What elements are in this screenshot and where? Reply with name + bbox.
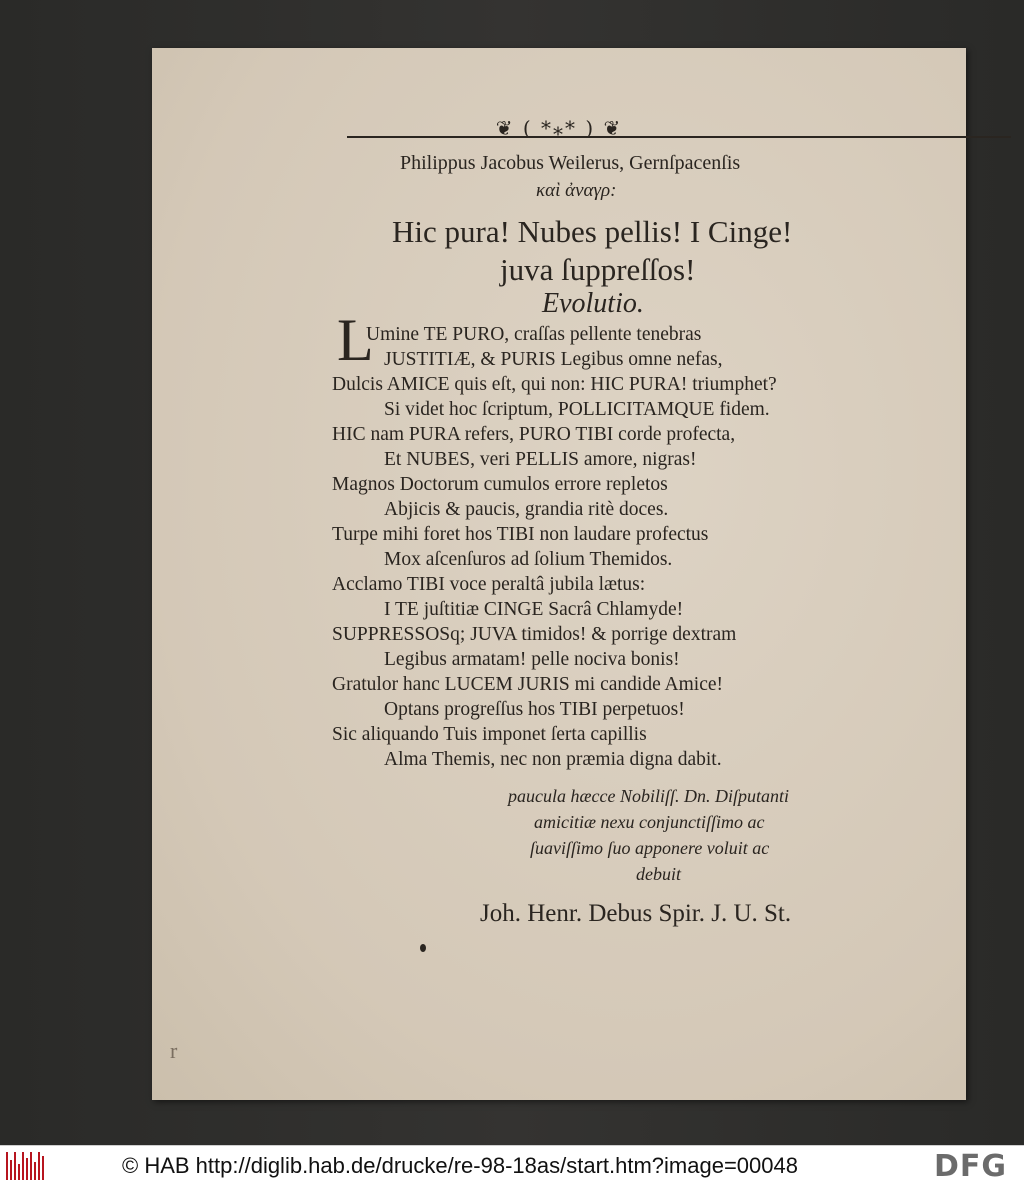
verse-line: Mox aſcenſuros ad ſolium Themidos. xyxy=(384,549,673,570)
verse-line: Umine TE PURO, craſſas pellente tenebras xyxy=(366,324,702,345)
dedication-line: paucula hæcce Nobiliſſ. Dn. Diſputanti xyxy=(508,786,789,806)
title-line-2: juva ſuppreſſos! xyxy=(500,252,696,287)
author-line: Philippus Jacobus Weilerus, Gernſpacenſis xyxy=(400,152,741,174)
margin-mark: r xyxy=(170,1038,178,1063)
verse-line: Magnos Doctorum cumulos errore repletos xyxy=(332,474,668,495)
evolutio-heading: Evolutio. xyxy=(542,288,644,319)
footer-bar xyxy=(0,1145,1024,1185)
verse-line: Abjicis & paucis, grandia ritè doces. xyxy=(384,499,669,520)
drop-cap: L xyxy=(337,307,374,373)
dedication-line: ſuaviſſimo ſuo apponere voluit ac xyxy=(530,838,770,858)
verse-line: SUPPRESSOSq; JUVA timidos! & porrige dextram xyxy=(332,624,737,645)
verse-line: Si videt hoc ſcriptum, POLLICITAMQUE fidem. xyxy=(384,399,770,420)
page-ornament: ❦ ( *⁎* ) ❦ xyxy=(495,116,623,140)
copyright-url-text[interactable]: © HAB http://diglib.hab.de/drucke/re-98-18as/start.htm?image=00048 xyxy=(122,1153,798,1178)
verse-line: Dulcis AMICE quis eſt, qui non: HIC PURA! triumphet? xyxy=(332,374,777,395)
title-line-1: Hic pura! Nubes pellis! I Cinge! xyxy=(392,214,793,249)
verse-line: Alma Themis, nec non præmia digna dabit. xyxy=(384,749,722,770)
verse-line: I TE juſtitiæ CINGE Sacrâ Chlamyde! xyxy=(384,599,684,620)
verse-line: Legibus armatam! pelle nociva bonis! xyxy=(384,649,680,670)
verse-line: HIC nam PURA refers, PURO TIBI corde profecta, xyxy=(332,424,736,445)
dfg-logo[interactable]: DFG xyxy=(934,1149,1008,1184)
ink-spot xyxy=(420,944,426,952)
verse-line: Turpe mihi foret hos TIBI non laudare profectus xyxy=(332,524,709,545)
dedication-line: debuit xyxy=(636,864,681,884)
verse-line: Et NUBES, veri PELLIS amore, nigras! xyxy=(384,449,697,470)
signature: Joh. Henr. Debus Spir. J. U. St. xyxy=(480,900,792,927)
dedication-line: amicitiæ nexu conjunctiſſimo ac xyxy=(534,812,765,832)
greek-line: καὶ ἀναγρ: xyxy=(536,180,617,201)
header-rule xyxy=(347,136,1011,138)
verse-line: Gratulor hanc LUCEM JURIS mi candide Amice! xyxy=(332,674,723,695)
verse-line: JUSTITIÆ, & PURIS Legibus omne nefas, xyxy=(384,349,723,370)
hab-logo-icon[interactable] xyxy=(6,1152,48,1180)
verse-line: Optans progreſſus hos TIBI perpetuos! xyxy=(384,699,685,720)
verse-line: Acclamo TIBI voce peraltâ jubila lætus: xyxy=(332,574,646,595)
scanned-page xyxy=(152,48,966,1100)
verse-line: Sic aliquando Tuis imponet ſerta capillis xyxy=(332,724,647,745)
